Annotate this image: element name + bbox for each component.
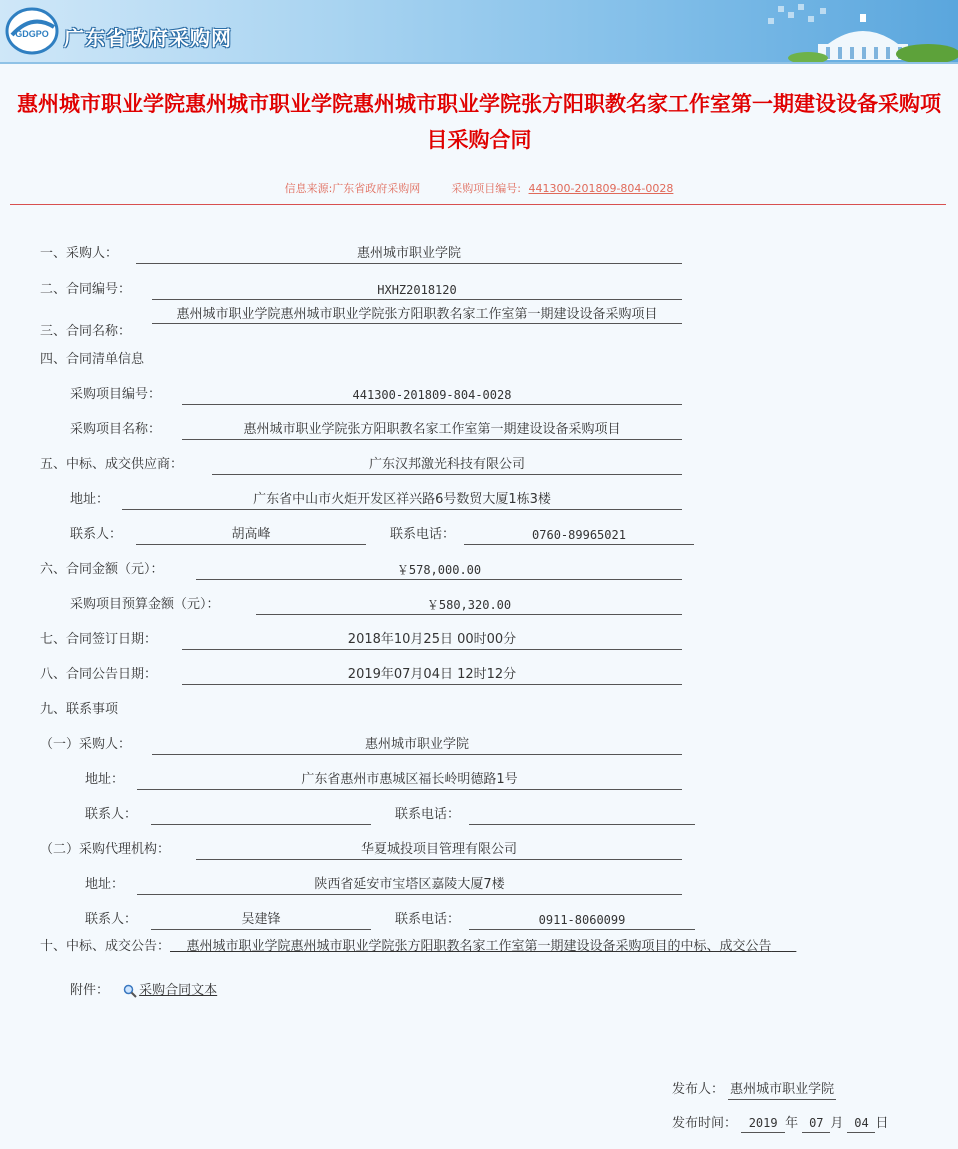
budget-row bbox=[70, 595, 690, 615]
agency-contact-value: 吴建锋 bbox=[151, 910, 371, 930]
site-logo-text[interactable]: 广东省政府采购网 bbox=[64, 26, 232, 50]
month-unit: 月 bbox=[830, 1116, 844, 1131]
notice-date-row bbox=[40, 665, 700, 685]
award-link[interactable]: 惠州城市职业学院惠州城市职业学院张方阳职教名家工作室第一期建设设备采购项目的中标、成交公告 bbox=[186, 939, 772, 954]
attachment-label: 附件： bbox=[70, 983, 110, 998]
agency-address-label: 地址： bbox=[85, 877, 125, 892]
agency-phone-value: 0911-8060099 bbox=[469, 910, 695, 930]
buyer-label: 一、采购人： bbox=[40, 246, 119, 261]
project-no-link[interactable]: 441300-201809-804-0028 bbox=[528, 182, 674, 195]
proj-name-value: 惠州城市职业学院张方阳职教名家工作室第一期建设设备采购项目 bbox=[182, 420, 682, 440]
amount-row bbox=[40, 560, 700, 580]
publish-month: 07 bbox=[802, 1114, 830, 1133]
buyer2-phone-value bbox=[469, 805, 695, 825]
buyer2-contact-label: 联系人： bbox=[85, 807, 138, 822]
contract-no-row bbox=[40, 280, 700, 300]
sign-date-row bbox=[40, 630, 700, 650]
supplier-contact-label: 联系人： bbox=[70, 527, 123, 542]
buyer2-phone-label: 联系电话： bbox=[395, 807, 461, 822]
project-no-label: 采购项目编号: bbox=[451, 182, 522, 195]
agency-contact-label: 联系人： bbox=[85, 912, 138, 927]
day-unit: 日 bbox=[875, 1116, 889, 1131]
supplier-contact-value: 胡高峰 bbox=[136, 525, 366, 545]
sign-date-value: 2018年10月25日 00时00分 bbox=[182, 630, 682, 650]
contract-name-value: 惠州城市职业学院惠州城市职业学院张方阳职教名家工作室第一期建设设备采购项目 bbox=[152, 307, 682, 324]
award-notice-row bbox=[40, 938, 900, 955]
notice-date-value: 2019年07月04日 12时12分 bbox=[182, 665, 682, 685]
agency-row bbox=[40, 840, 700, 860]
supplier-address-value: 广东省中山市火炬开发区祥兴路6号数贸大厦1栋3楼 bbox=[122, 490, 682, 510]
supplier-value: 广东汉邦激光科技有限公司 bbox=[212, 455, 682, 475]
supplier-phone-label: 联系电话： bbox=[390, 527, 456, 542]
supplier-contact-row bbox=[70, 525, 700, 545]
agency-phone-label: 联系电话： bbox=[395, 912, 461, 927]
publish-year: 2019 bbox=[741, 1114, 785, 1133]
publish-time-row bbox=[672, 1114, 888, 1134]
amount-label: 六、合同金额（元）： bbox=[40, 562, 164, 577]
building-icon bbox=[658, 0, 958, 62]
agency-label: （二）采购代理机构： bbox=[40, 842, 171, 857]
contract-text-link[interactable]: 采购合同文本 bbox=[139, 983, 218, 998]
proj-no-value: 441300-201809-804-0028 bbox=[182, 385, 682, 405]
notice-date-label: 八、合同公告日期： bbox=[40, 667, 158, 682]
supplier-row bbox=[40, 455, 700, 475]
info-source-line bbox=[10, 180, 948, 196]
budget-value: ￥580,320.00 bbox=[256, 595, 682, 615]
budget-label: 采购项目预算金额（元）： bbox=[70, 597, 220, 612]
year-unit: 年 bbox=[785, 1116, 799, 1131]
buyer-value: 惠州城市职业学院 bbox=[136, 244, 682, 264]
amount-value: ￥578,000.00 bbox=[196, 560, 682, 580]
agency-address-row bbox=[85, 875, 695, 895]
proj-name-label: 采购项目名称： bbox=[70, 422, 162, 437]
buyer2-address-label: 地址： bbox=[85, 772, 125, 787]
magnifier-icon[interactable] bbox=[123, 984, 137, 998]
agency-address-value: 陕西省延安市宝塔区嘉陵大厦7楼 bbox=[137, 875, 682, 895]
attachment-row bbox=[70, 982, 217, 1000]
proj-no-label: 采购项目编号： bbox=[70, 387, 162, 402]
proj-name-row bbox=[70, 420, 690, 440]
site-header bbox=[0, 0, 958, 64]
title-divider bbox=[10, 204, 946, 205]
buyer2-row bbox=[40, 735, 700, 755]
supplier-phone-value: 0760-89965021 bbox=[464, 525, 694, 545]
supplier-address-row bbox=[70, 490, 690, 510]
buyer2-label: （一）采购人： bbox=[40, 737, 132, 752]
publisher-row bbox=[672, 1080, 836, 1100]
publish-time-label: 发布时间： bbox=[672, 1116, 738, 1131]
supplier-address-label: 地址： bbox=[70, 492, 110, 507]
sign-date-label: 七、合同签订日期： bbox=[40, 632, 158, 647]
contract-name-label: 三、合同名称： bbox=[40, 324, 132, 339]
buyer2-contact-row bbox=[85, 805, 700, 825]
publisher-value: 惠州城市职业学院 bbox=[728, 1081, 836, 1100]
proj-no-row bbox=[70, 385, 690, 405]
list-info-heading: 四、合同清单信息 bbox=[40, 352, 145, 367]
buyer2-address-row bbox=[85, 770, 695, 790]
buyer2-address-value: 广东省惠州市惠城区福长岭明德路1号 bbox=[137, 770, 682, 790]
publish-day: 04 bbox=[847, 1114, 875, 1133]
contract-name-row bbox=[40, 322, 700, 342]
contract-no-label: 二、合同编号： bbox=[40, 282, 132, 297]
contact-items-heading: 九、联系事项 bbox=[40, 702, 119, 717]
buyer-row bbox=[40, 244, 700, 264]
info-source: 信息来源:广东省政府采购网 bbox=[284, 182, 421, 195]
award-label: 十、中标、成交公告： bbox=[40, 939, 171, 954]
publisher-label: 发布人： bbox=[672, 1082, 725, 1097]
page-title: 惠州城市职业学院惠州城市职业学院惠州城市职业学院张方阳职教名家工作室第一期建设设备采购项目采购合同 bbox=[17, 92, 941, 152]
supplier-label: 五、中标、成交供应商： bbox=[40, 457, 184, 472]
agency-contact-row bbox=[85, 910, 700, 930]
contract-no-value: HXHZ2018120 bbox=[152, 280, 682, 300]
svg-text:GDGPO: GDGPO bbox=[15, 29, 49, 39]
buyer2-value: 惠州城市职业学院 bbox=[152, 735, 682, 755]
buyer2-contact-value bbox=[151, 805, 371, 825]
gdgpo-logo-icon[interactable] bbox=[4, 5, 60, 57]
agency-value: 华夏城投项目管理有限公司 bbox=[196, 840, 682, 860]
